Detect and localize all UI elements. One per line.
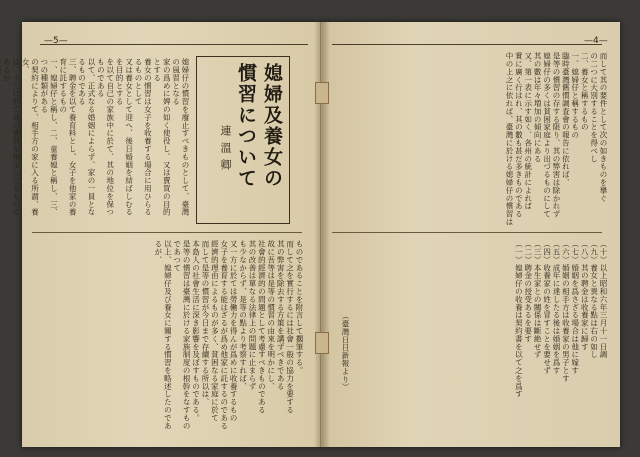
- right-list-item: （五）成年に達したる後は婚姻を爲す: [551, 240, 561, 375]
- left-body-line: 經濟的理由によるものが多く、貧困なる家庭に於て: [210, 240, 220, 422]
- right-list-item: （一）媳婦仔の收養は契約書を以て之を爲す: [514, 240, 524, 398]
- left-body-line: 而して是等の慣習が今日まで存續する所以は、: [200, 240, 210, 406]
- left-body-line: 故に吾等は是等の慣習の由來を明かにし、: [266, 240, 276, 391]
- right-body-line: 中の上之に依れば、臺灣に於ける媳婦仔の慣習は: [504, 52, 514, 226]
- header-rule-right: [332, 44, 602, 45]
- left-body-line: 本島人の社會生活に深き影響を及ぼすものである。: [191, 240, 201, 422]
- left-body-line: 是等の慣習は臺灣に於ける家族制度の根幹をなすものであつて: [172, 240, 192, 430]
- left-body-line: ものであることを附言して擱筆する。: [295, 240, 304, 375]
- right-page: [322, 22, 620, 447]
- right-body-line: 又、第一表に示す如く、各州の統計によれば: [523, 52, 533, 210]
- left-body-line: 又一方に於ては勞働力を得んが爲めに收養するもの: [229, 240, 239, 422]
- right-body-line: 一、媳婦仔と稱するもの: [570, 52, 580, 139]
- left-body-line: 三、聘金を以て養育料とし、女子を他家の養育に託するもの: [58, 58, 78, 216]
- left-body-line: も少なからず、是等の點より考察すれば、: [238, 240, 248, 391]
- left-body-line: 家の爲めに婢の如く使役し、又は賣買の目的とする: [152, 58, 172, 216]
- left-body-line: 一、媳婦仔と稱し、二、童養媳と稱し、三、つの種類がある: [39, 58, 59, 216]
- left-body-lower: [32, 240, 304, 436]
- right-list-item: （八）其の聘金は收養家に歸す: [580, 240, 590, 351]
- left-body-line: [0, 58, 2, 208]
- right-body-line: 臨時臺灣舊慣調査會の報告に依れば、: [561, 52, 571, 187]
- left-body-line: 而して之を實行するには社會一般の協力を要する: [285, 240, 295, 414]
- book-spread: [2, 22, 620, 447]
- right-footnote: （臺灣日日新報より）: [341, 312, 350, 391]
- left-body-line: 以て、正式なる婚姻によらず、家の一員となるものである: [77, 58, 96, 216]
- article-title-line-1: 媳婦及養女の: [261, 63, 283, 189]
- right-list-item: （六）婚姻の相手方は收養家の男子とす: [561, 240, 571, 383]
- binding-staple: [315, 332, 329, 354]
- right-body-line: 其の數は年々増加の傾向にある: [533, 52, 543, 163]
- page-number-right: —4—: [584, 36, 608, 46]
- page-number-left: —5—: [44, 36, 68, 46]
- left-body-line: 養女の慣習は女子を收養する場合に用ひらるるものとして: [133, 58, 153, 216]
- right-list-item: （三）本生家との關係は斷絶せず: [533, 240, 543, 359]
- header-rule-left: [40, 44, 308, 45]
- right-list-item: （二）聘金の授受あるを要す: [523, 240, 533, 343]
- left-body-line: 媳婦仔の慣習を廢止すべきものとして、臺灣の風習となる: [171, 58, 190, 216]
- left-body-line: 其の改善は單なる法律上の問題に止まらず: [247, 240, 257, 391]
- left-body-line: の契約によりて、相手方の家に入る所謂、養女、: [21, 58, 40, 216]
- section-divider-right: [332, 232, 602, 233]
- right-body-line: 實に廣く行はれ、其の數も甚だ多きものである: [514, 52, 524, 218]
- left-body-line: 其の弊害を除去する方策を講ずべきである: [276, 240, 286, 391]
- left-body-line: 又は養女として迎へ、後日婚姻を結ばしむるを目的とする: [115, 58, 134, 216]
- right-body-line: 而して其の要件として次の如きものを擧ぐ: [599, 52, 608, 203]
- right-list-item: （七）婚姻を爲さざる場合は他に嫁す: [570, 240, 580, 375]
- right-list-item: （十）以上昭和六年三月十一日調: [599, 240, 608, 359]
- left-body-line: を以て自己の家族中に於て、其の地位を保つものである: [96, 58, 115, 216]
- right-list: [362, 240, 608, 436]
- left-body-line: は、十三に於て其の實質を規定したるものであるが、: [2, 58, 21, 216]
- left-page: [2, 22, 321, 447]
- section-divider-left: [32, 232, 302, 233]
- right-body-line: 是等の慣習の存する限り、其の弊害は除かれず: [551, 52, 561, 218]
- right-body-line: 媳婦仔の多くは貧困家庭より出づるものにして: [542, 52, 552, 218]
- left-body-upper: [2, 58, 190, 218]
- left-body-line: 以上、媳婦仔及び養女に關する慣習を略述したのであるが、: [153, 240, 173, 430]
- article-title-line-2: 慣習について: [235, 63, 257, 189]
- article-title-box: [196, 56, 290, 224]
- left-body-line: 女子を養育する能はざるが爲め他家に託するのである: [219, 240, 229, 430]
- right-body-line: の二つに大別することを得べし: [589, 52, 599, 163]
- right-body-line: 二、養女と稱するもの: [580, 52, 590, 131]
- article-author: 連溫卿: [219, 125, 232, 176]
- left-body-line: 社會的經濟的の問題として考慮すべきものである: [257, 240, 267, 414]
- right-list-item: （九）養女と異なる點は右の如し: [589, 240, 599, 359]
- right-body-upper: [332, 52, 608, 228]
- right-list-item: （四）收養家の姓を冒すことを要せず: [542, 240, 552, 375]
- binding-staple: [315, 82, 329, 104]
